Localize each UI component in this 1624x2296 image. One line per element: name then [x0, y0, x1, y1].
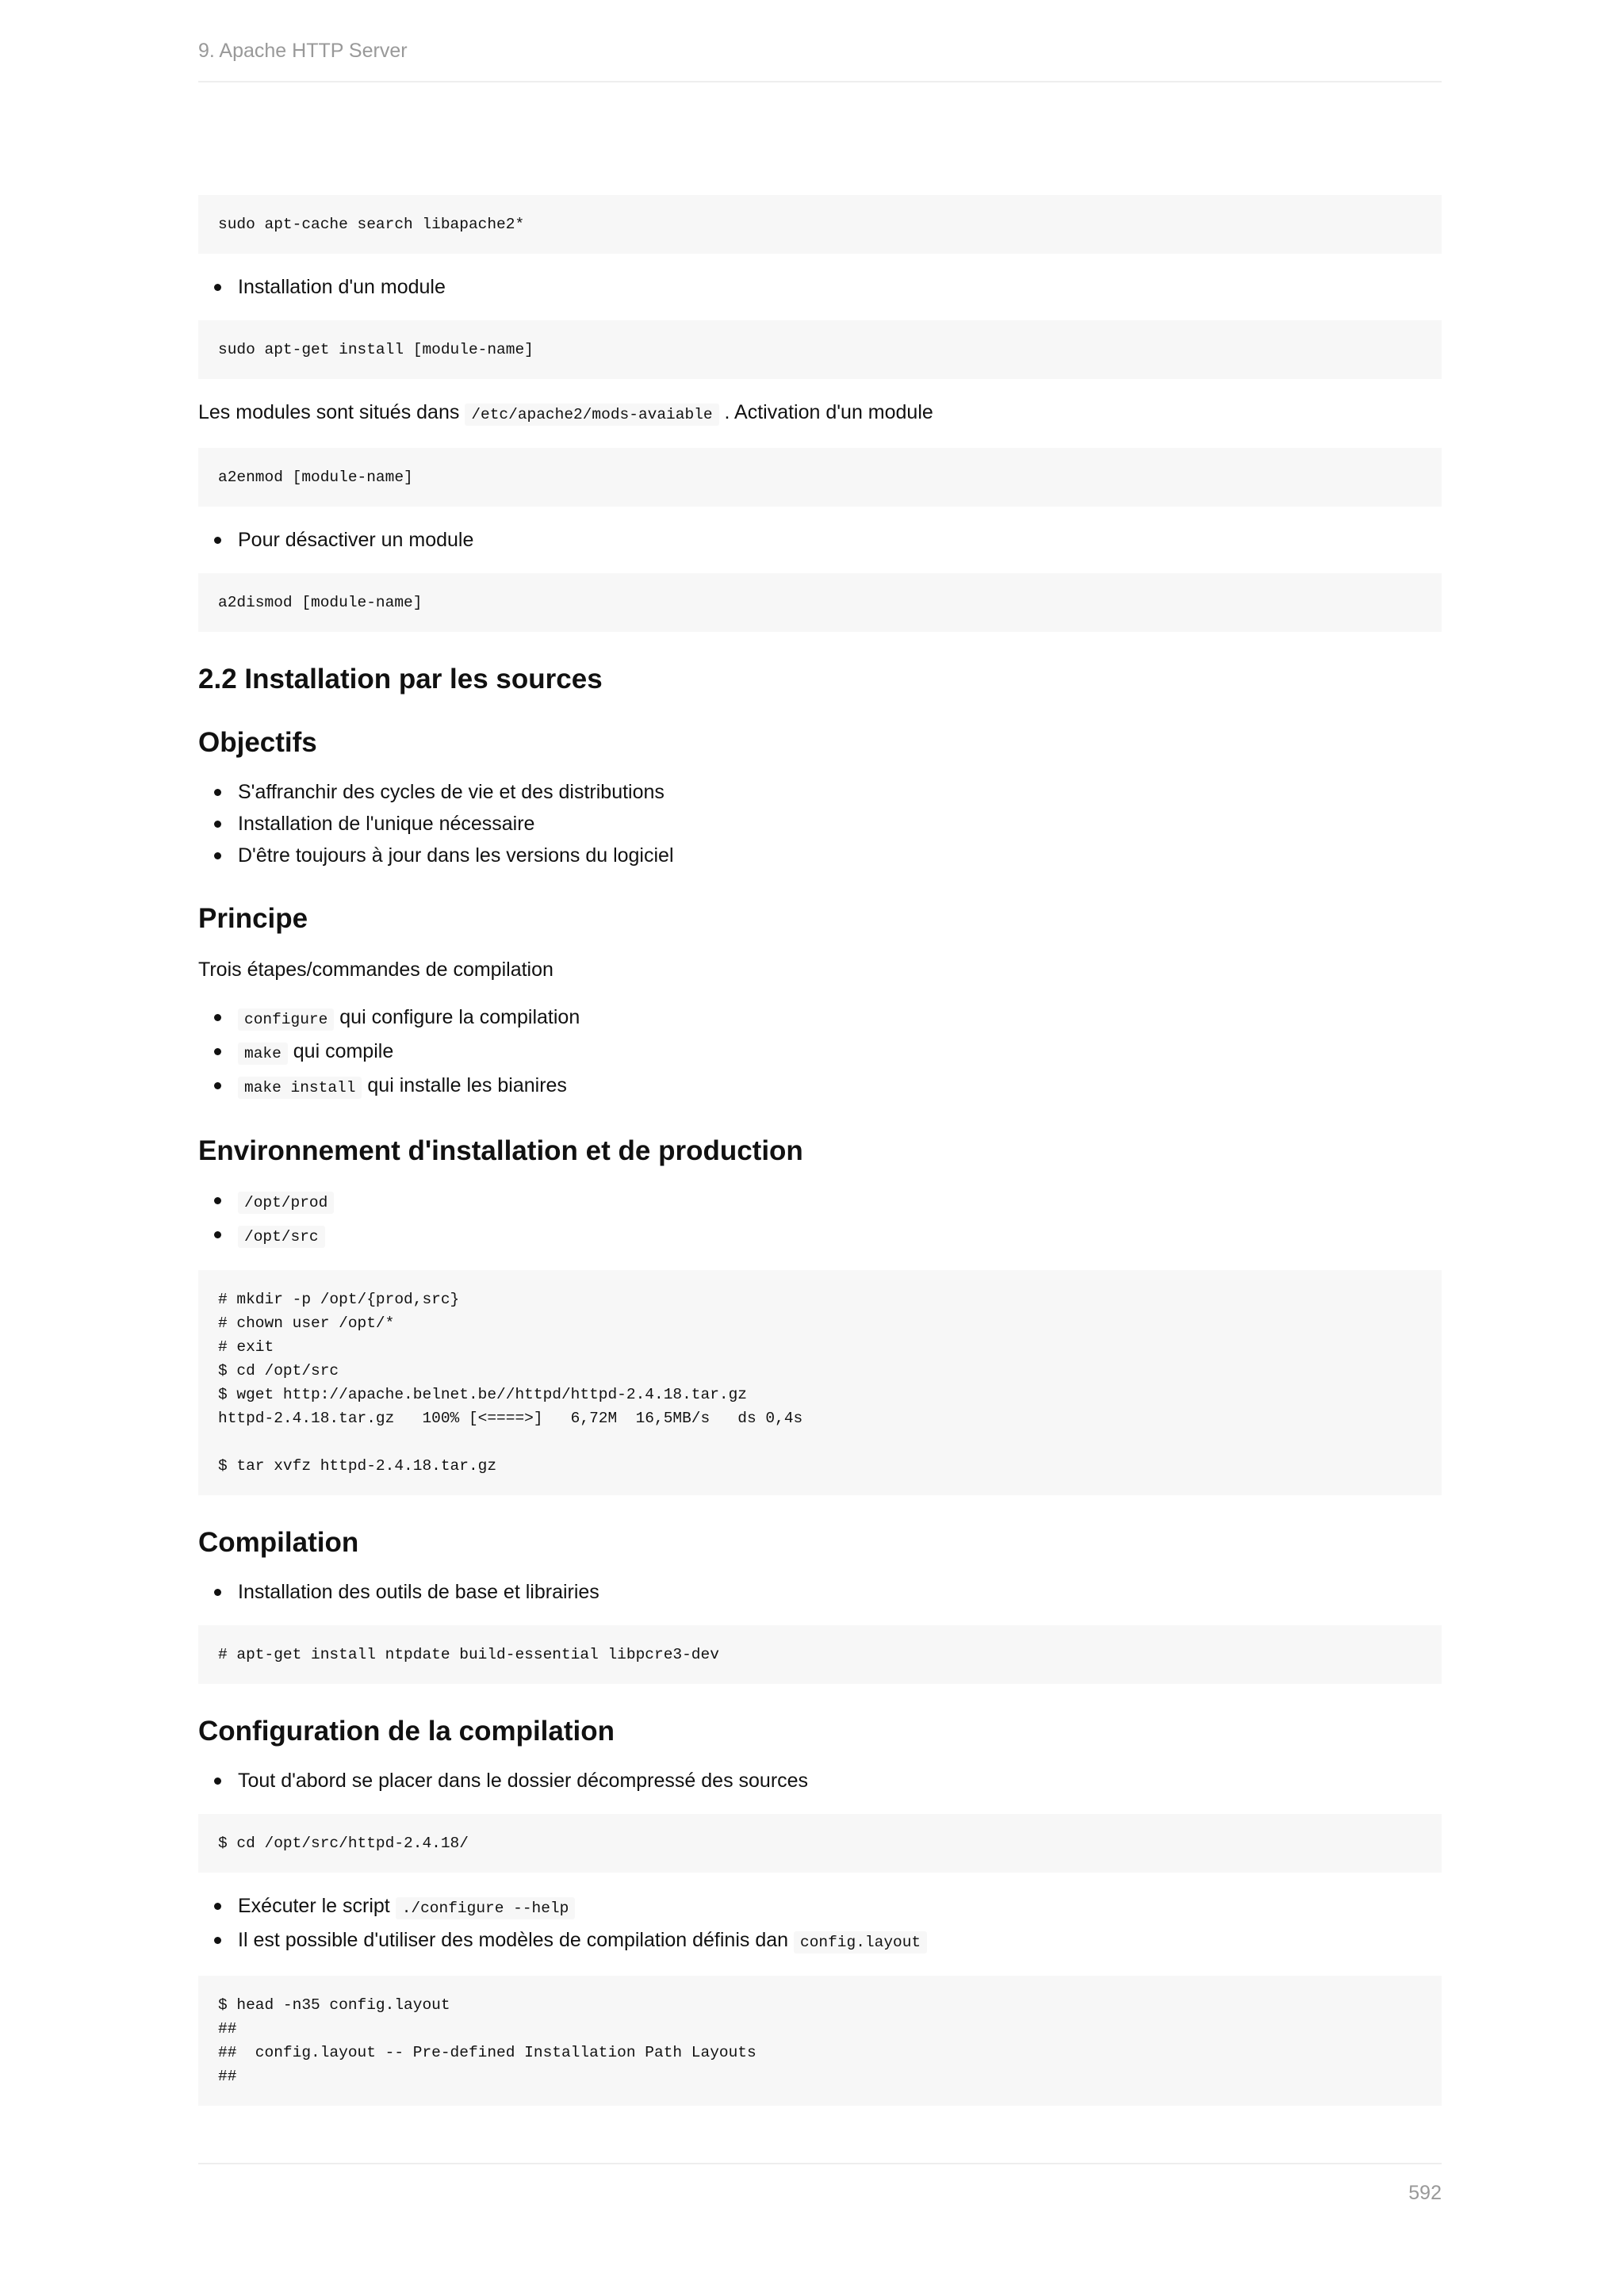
inline-code: config.layout [794, 1931, 927, 1954]
section-heading-configuration: Configuration de la compilation [198, 1716, 615, 1747]
header-title: 9. Apache HTTP Server [198, 40, 408, 62]
list-item [238, 1070, 1442, 1104]
inline-code: /opt/src [238, 1226, 325, 1248]
code-block-apt-get-build: # apt-get install ntpdate build-essential libpcre3-dev [198, 1625, 1442, 1684]
section-heading-compilation: Compilation [198, 1527, 359, 1558]
section-heading-principe: Principe [198, 903, 308, 934]
inline-code: /opt/prod [238, 1192, 334, 1214]
list-item: Installation de l'unique nécessaire [238, 808, 1442, 840]
list-item [238, 1890, 1442, 1924]
bullet-list [198, 1890, 1442, 1958]
list-item-text: qui installe les bianires [367, 1074, 567, 1096]
page-header [198, 35, 1442, 82]
bullet-list [198, 271, 1442, 303]
bullet-list [198, 1765, 1442, 1797]
list-item: Installation d'un module [238, 271, 1442, 303]
objectifs-list [198, 776, 1442, 871]
inline-code: make install [238, 1077, 362, 1099]
code-block-config-layout: $ head -n35 config.layout ## ## config.layout -- Pre-defined Installation Path Layouts ## [198, 1976, 1442, 2106]
list-item-text: qui configure la compilation [339, 1006, 580, 1028]
section-heading-environnement: Environnement d'installation et de production [198, 1135, 803, 1166]
list-item-text: Exécuter le script [238, 1895, 390, 1917]
list-item: D'être toujours à jour dans les versions du logiciel [238, 840, 1442, 871]
section-heading-objectifs: Objectifs [198, 727, 317, 758]
inline-code: ./configure --help [396, 1897, 576, 1919]
bullet-list [198, 1576, 1442, 1608]
bullet-list [198, 524, 1442, 556]
code-block-a2dismod: a2dismod [module-name] [198, 573, 1442, 632]
page-footer [198, 2163, 1442, 2212]
paragraph-text: . Activation d'un module [724, 401, 933, 423]
paragraph-text: Les modules sont situés dans [198, 401, 460, 423]
list-item: Installation des outils de base et librairies [238, 1576, 1442, 1608]
code-block-apt-get-install: sudo apt-get install [module-name] [198, 320, 1442, 379]
principe-list [198, 1001, 1442, 1104]
inline-code: configure [238, 1008, 334, 1031]
code-block-apt-cache: sudo apt-cache search libapache2* [198, 195, 1442, 254]
list-item: Pour désactiver un module [238, 524, 1442, 556]
document-page [198, 0, 1442, 2296]
list-item-text: qui compile [293, 1040, 394, 1062]
list-item: Tout d'abord se placer dans le dossier décompressé des sources [238, 1765, 1442, 1797]
list-item: S'affranchir des cycles de vie et des distributions [238, 776, 1442, 808]
inline-code: make [238, 1043, 288, 1065]
code-block-environment-setup: # mkdir -p /opt/{prod,src} # chown user /opt/* # exit $ cd /opt/src $ wget http://apache.belnet.be//httpd/httpd-2.4.18.tar.gz httpd-2.4.18.tar.gz 100% [<====>] 6,72M 16,5MB/s ds 0,4s $ tar xvfz httpd-2.4.18.tar.gz [198, 1270, 1442, 1495]
paragraph-modules-location [198, 396, 1442, 430]
list-item [238, 1001, 1442, 1035]
page-content [198, 195, 1442, 2106]
list-item-text: Il est possible d'utiliser des modèles de compilation définis dan [238, 1929, 789, 1951]
list-item [238, 1184, 1442, 1219]
inline-code-mods-path: /etc/apache2/mods-avaiable [465, 404, 718, 426]
env-list [198, 1184, 1442, 1253]
list-item [238, 1924, 1442, 1958]
list-item [238, 1035, 1442, 1070]
list-item [238, 1219, 1442, 1253]
paragraph-principe: Trois étapes/commandes de compilation [198, 959, 553, 981]
page-number: 592 [1408, 2182, 1442, 2204]
code-block-a2enmod: a2enmod [module-name] [198, 448, 1442, 507]
code-block-cd-source: $ cd /opt/src/httpd-2.4.18/ [198, 1814, 1442, 1873]
section-heading-install-sources: 2.2 Installation par les sources [198, 664, 603, 695]
